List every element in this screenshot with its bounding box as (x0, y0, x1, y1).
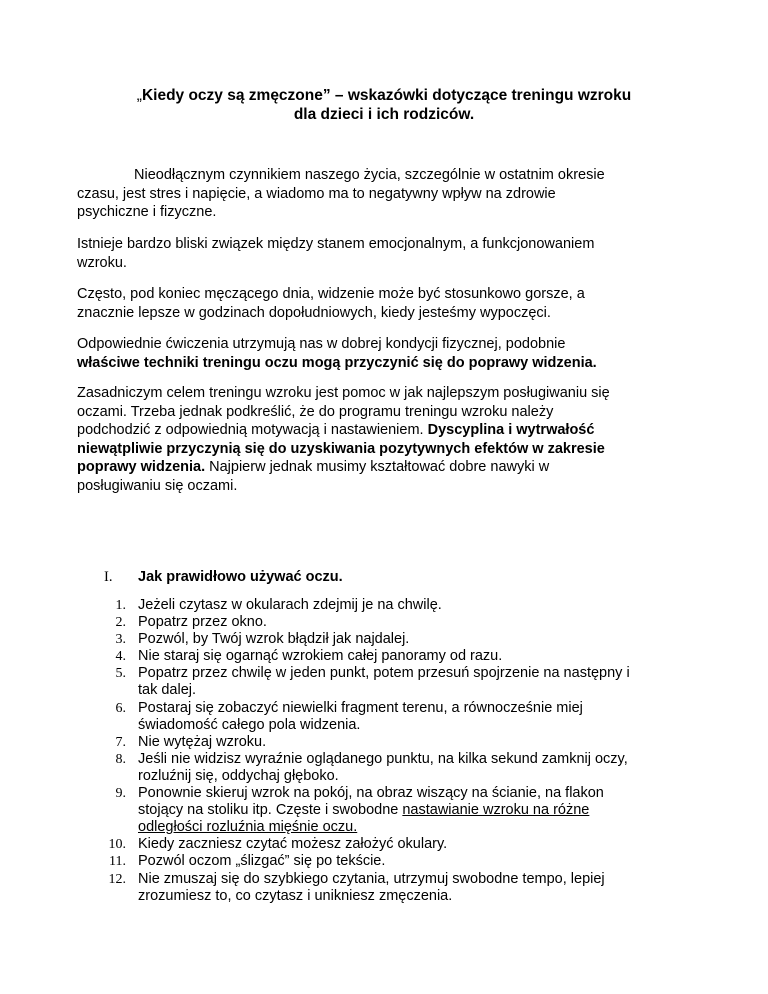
paragraph-line: Odpowiednie ćwiczenia utrzymują nas w dobrej kondycji fizycznej, podobnie (77, 336, 566, 352)
section-number: I. (104, 569, 113, 585)
section-title: Jak prawidłowo używać oczu. (138, 569, 343, 585)
list-item-text: Nie zmuszaj się do szybkiego czytania, utrzymuj swobodne tempo, lepiej (138, 870, 605, 887)
list-item (104, 700, 630, 734)
paragraph-5 (77, 384, 677, 495)
list-item-number: 5. (115, 666, 126, 682)
list-item-text: Pozwól, by Twój wzrok błądził jak najdalej. (138, 631, 410, 648)
list-item-number: 6. (115, 700, 126, 716)
list-item-number: 8. (115, 751, 126, 767)
list-item-text: Popatrz przez okno. (138, 614, 267, 631)
section-heading (104, 568, 343, 587)
list-item (104, 631, 630, 648)
list-item (104, 614, 630, 631)
list-item-text: rozluźnij się, oddychaj głęboko. (138, 767, 339, 784)
list-item-text: Jeśli nie widzisz wyraźnie oglądanego punktu, na kilka sekund zamknij oczy, (138, 750, 628, 767)
list-item-number: 10. (108, 837, 126, 853)
tips-list (104, 597, 630, 905)
list-item-text: Jeżeli czytasz w okularach zdejmij je na chwilę. (138, 597, 442, 613)
list-item-number: 7. (115, 734, 126, 750)
paragraph-line (77, 458, 677, 477)
paragraph-line: czasu, jest stres i napięcie, a wiadomo ma to negatywny wpływ na zdrowie (77, 185, 556, 202)
paragraph-line: wzroku. (77, 254, 127, 271)
title-line-2: dla dzieci i ich rodziców. (293, 106, 475, 123)
list-item-text: Ponownie skieruj wzrok na pokój, na obraz wiszący na ścianie, na flakon (138, 785, 604, 802)
list-item-text: zrozumiesz to, co czytasz i unikniesz zmęczenia. (138, 887, 453, 904)
list-item (104, 665, 630, 699)
list-item-text: Pozwól oczom „ślizgać” się po tekście. (138, 853, 386, 870)
list-item-text: Postaraj się zobaczyć niewielki fragment terenu, a równocześnie miej (138, 699, 583, 716)
list-item-underlined-text: odległości rozluźnia mięśnie oczu. (138, 819, 358, 836)
list-item (104, 734, 630, 751)
list-item-text: Kiedy zaczniesz czytać możesz założyć okulary. (138, 836, 448, 853)
list-item (104, 853, 630, 870)
document-title (60, 86, 708, 124)
list-item (104, 785, 630, 836)
list-item-number: 11. (109, 854, 126, 870)
list-item (104, 871, 630, 905)
list-item (104, 751, 630, 785)
paragraph-line: znacznie lepsze w godzinach dopołudniowych, kiedy jesteśmy wypoczęci. (77, 304, 551, 321)
paragraph-line: Zasadniczym celem treningu wzroku jest pomoc w jak najlepszym posługiwaniu się (77, 385, 610, 401)
paragraph-2 (77, 235, 677, 272)
list-item-number: 3. (115, 632, 126, 648)
list-item-number: 9. (115, 786, 126, 802)
list-item-number: 4. (115, 649, 126, 665)
paragraph-line: Istnieje bardzo bliski związek między stanem emocjonalnym, a funkcjonowaniem (77, 236, 595, 252)
list-item-text: Nie wytężaj wzroku. (138, 733, 267, 750)
paragraph-line: psychiczne i fizyczne. (77, 204, 217, 220)
paragraph-bold-text: poprawy widzenia. (77, 459, 206, 475)
title-opening-quote: „ (136, 87, 142, 104)
paragraph-bold-text: Dyscyplina i wytrwałość (427, 422, 595, 438)
list-item-text: świadomość całego pola widzenia. (138, 716, 361, 733)
paragraph-line: Często, pod koniec męczącego dnia, widzenie może być stosunkowo gorsze, a (77, 286, 585, 302)
title-line-1: Kiedy oczy są zmęczone” – wskazówki dotyczące treningu wzroku (141, 87, 632, 104)
paragraph-bold-line: niewątpliwie przyczynią się do uzyskiwania pozytywnych efektów w zakresie (77, 440, 605, 457)
paragraph-line: oczami. Trzeba jednak podkreślić, że do programu treningu wzroku należy (77, 403, 554, 420)
list-item (104, 597, 630, 614)
list-item-text: Nie staraj się ogarnąć wzrokiem całej panoramy od razu. (138, 648, 503, 665)
list-item (104, 836, 630, 853)
list-item-text (138, 802, 630, 819)
paragraph-line: Nieodłącznym czynnikiem naszego życia, szczególnie w ostatnim okresie (134, 167, 605, 183)
list-item-plain-text: stojący na stoliku itp. Częste i swobodne (138, 802, 403, 819)
paragraph-line (77, 421, 677, 440)
paragraph-line: posługiwaniu się oczami. (77, 477, 238, 494)
list-item-number: 2. (115, 615, 126, 631)
paragraph-text: Najpierw jednak musimy kształtować dobre nawyki w (205, 459, 550, 475)
list-item-underlined-text: nastawianie wzroku na różne (402, 802, 590, 819)
list-item-number: 12. (108, 871, 126, 887)
paragraph-4 (77, 335, 677, 372)
list-item-text: tak dalej. (138, 682, 197, 699)
list-item-text: Popatrz przez chwilę w jeden punkt, potem przesuń spojrzenie na następny i (138, 665, 630, 682)
paragraph-bold-line: właściwe techniki treningu oczu mogą przyczynić się do poprawy widzenia. (77, 354, 597, 371)
list-item-number: 1. (115, 598, 126, 613)
paragraph-3 (77, 285, 677, 322)
paragraph-text: podchodzić z odpowiednią motywacją i nastawieniem. (77, 422, 428, 438)
list-item (104, 648, 630, 665)
paragraph-1 (77, 166, 677, 222)
